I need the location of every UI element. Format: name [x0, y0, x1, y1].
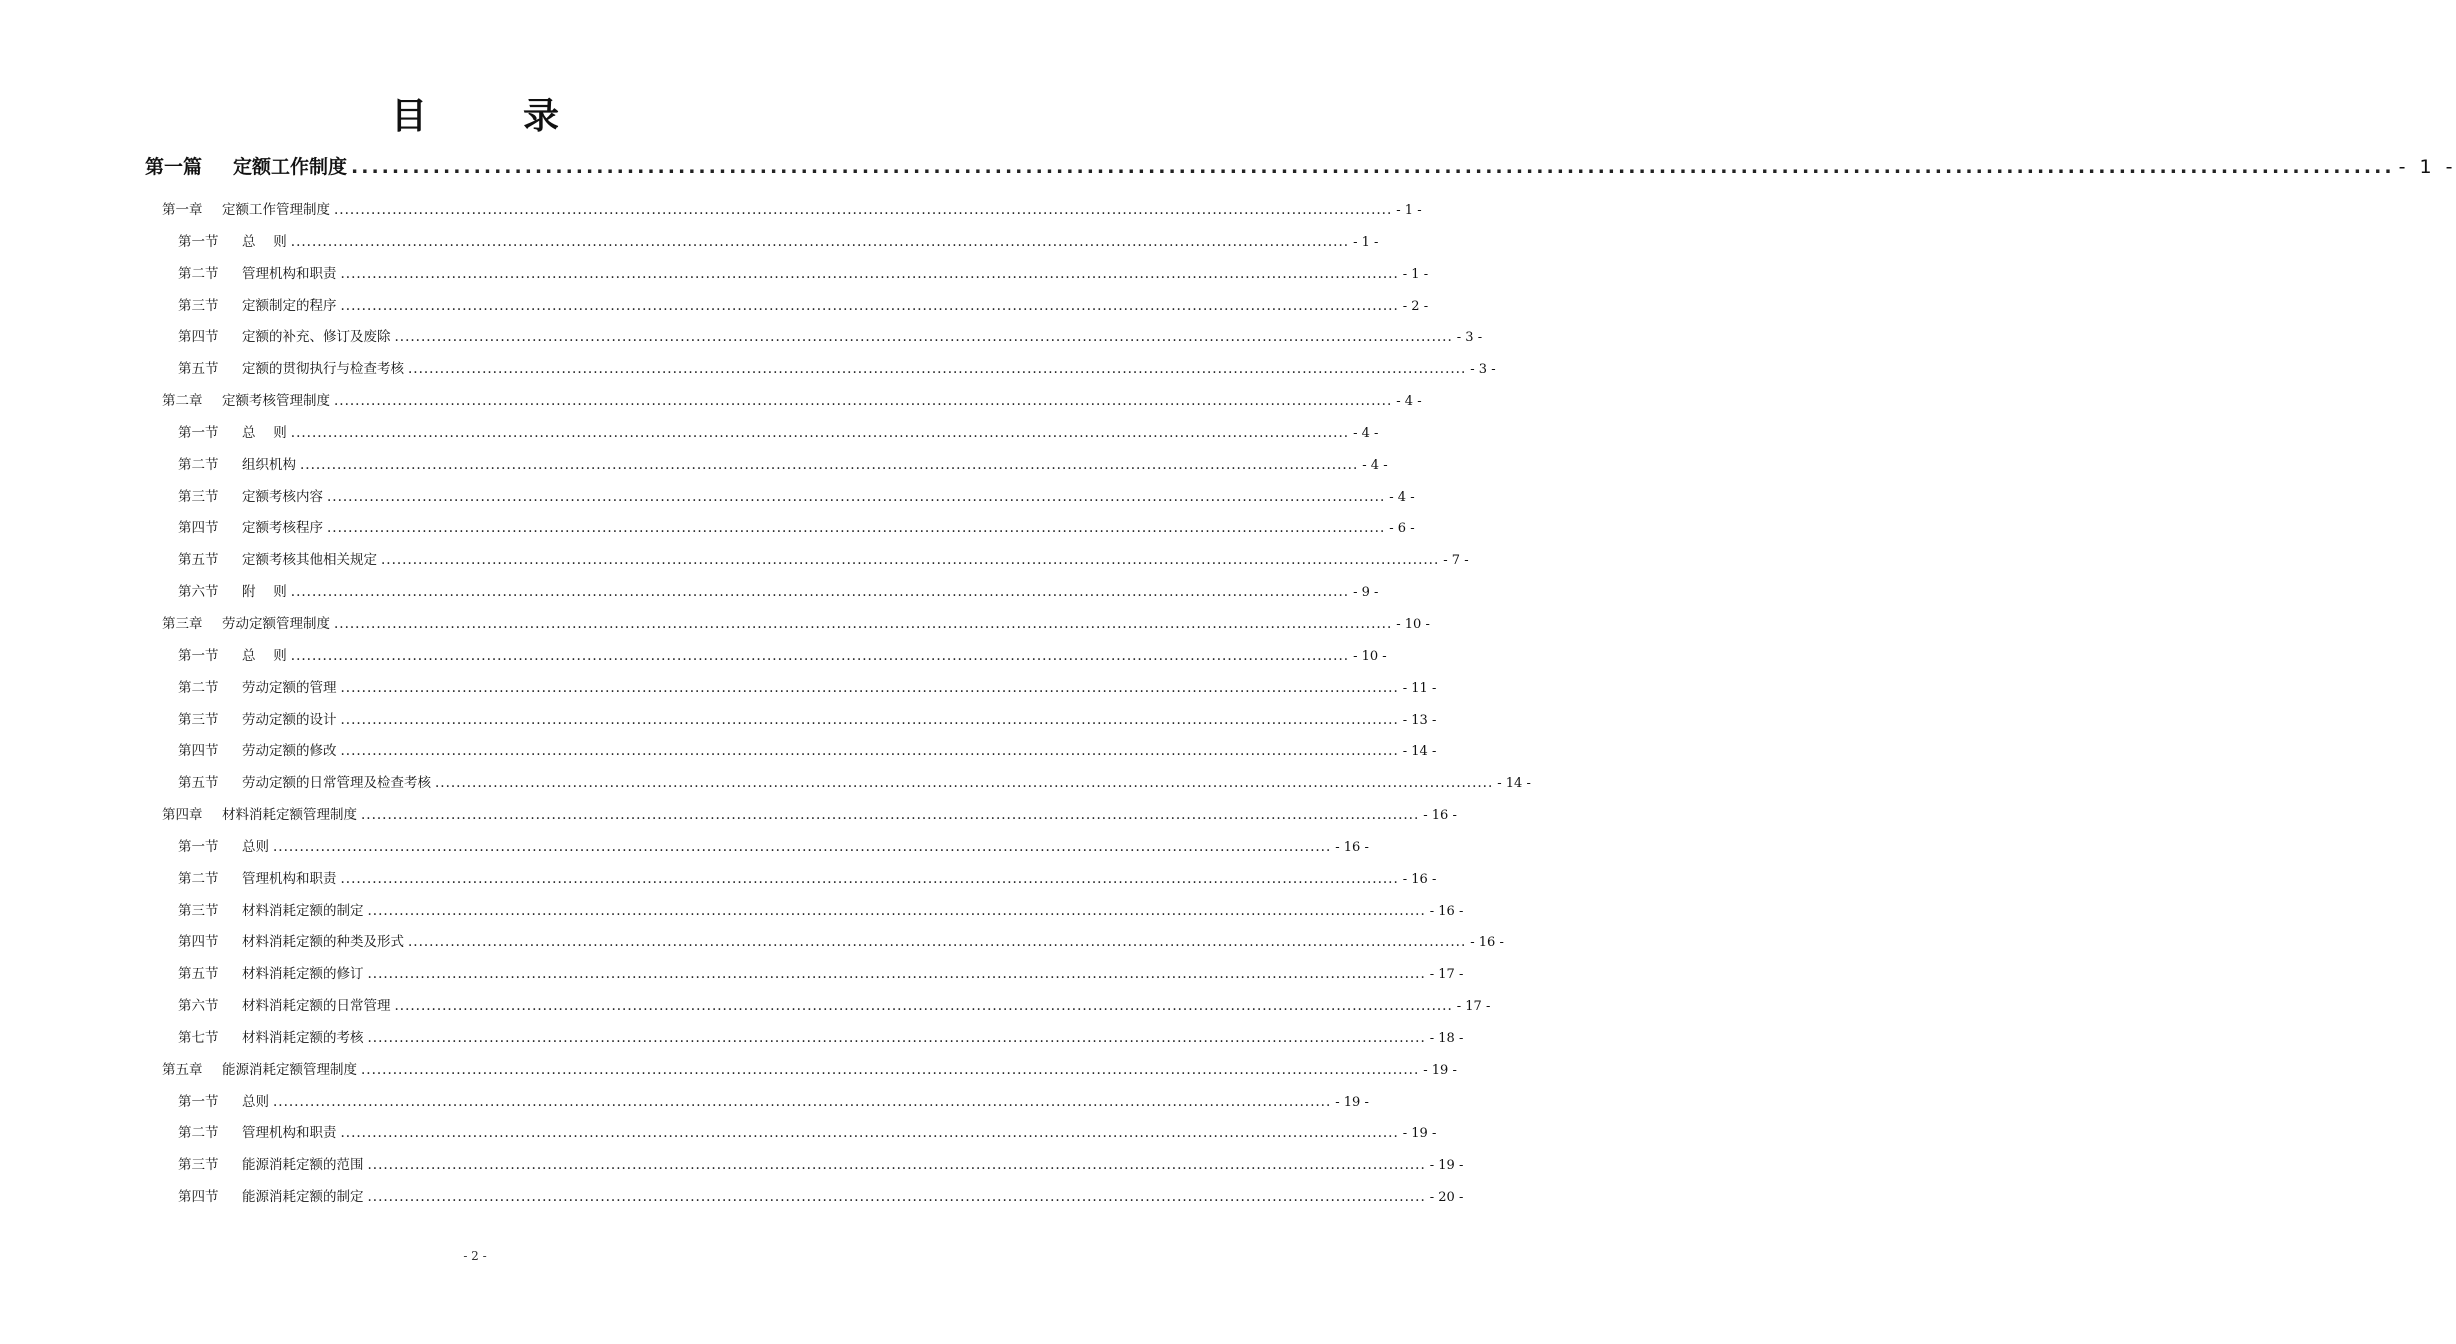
toc-section[interactable] [145, 294, 1429, 326]
toc-leader-dots: ........................................................................................................................................................................................................ [435, 775, 1494, 792]
toc-section[interactable] [145, 548, 1469, 580]
toc-section-number: 第四节 [178, 1189, 219, 1206]
toc-leader-dots: ........................................................................................................................................................................................................ [290, 233, 1350, 250]
toc-page-number: - 11 - [1402, 680, 1437, 696]
toc-section[interactable] [145, 771, 1531, 803]
toc-section-number: 第一节 [178, 838, 219, 855]
toc-section[interactable] [145, 962, 1464, 994]
toc-page-number: - 3 - [1470, 362, 1496, 378]
toc-section-title: 能源消耗定额的制定 [242, 1189, 364, 1206]
toc-chapter-title: 劳动定额管理制度 [222, 615, 330, 632]
toc-leader-dots: ........................................................................................................................................................................................................ [381, 552, 1440, 569]
toc-section-number: 第四节 [178, 743, 219, 760]
toc-section-number: 第二节 [178, 265, 219, 282]
toc-section-number: 第三节 [178, 711, 219, 728]
toc-section[interactable] [145, 676, 1437, 708]
toc-page-number: - 16 - [1402, 871, 1437, 887]
page-title: 目 录 [390, 96, 589, 137]
toc-leader-dots: ........................................................................................................................................................................................................ [340, 1125, 1399, 1142]
toc-leader-dots: ........................................................................................................................................................................................................ [300, 456, 1359, 473]
toc-section-number: 第一节 [178, 233, 219, 250]
toc-section[interactable] [145, 835, 1369, 867]
toc-chapter-number: 第二章 [162, 393, 203, 410]
toc-page-number: - 17 - [1456, 999, 1491, 1015]
toc-section[interactable] [145, 739, 1437, 771]
toc-chapter[interactable] [145, 198, 1422, 230]
toc-section-number: 第三节 [178, 1157, 219, 1174]
toc-leader-dots: ........................................................................................................................................................................................................ [361, 807, 1420, 824]
toc-section[interactable] [145, 644, 1387, 676]
toc-section[interactable] [145, 1185, 1464, 1217]
toc-section-title: 总 则 [242, 647, 287, 664]
toc-leader-dots: ........................................................................................................................................................................................................ [367, 1189, 1426, 1206]
toc-section-title: 劳动定额的修改 [242, 743, 337, 760]
toc-page-number: - 1 - [2398, 156, 2456, 178]
toc-section-number: 第四节 [178, 329, 219, 346]
toc-leader-dots: ........................................................................................................................................................................................................ [340, 743, 1399, 760]
toc-page-number: - 20 - [1429, 1190, 1464, 1206]
toc-section-number: 第七节 [178, 1029, 219, 1046]
toc-section-title: 材料消耗定额的考核 [242, 1029, 364, 1046]
toc-section-number: 第五节 [178, 966, 219, 983]
toc-entries [145, 198, 1531, 1217]
toc-page-number: - 19 - [1402, 1126, 1437, 1142]
toc-section[interactable] [145, 867, 1437, 899]
toc-section[interactable] [145, 325, 1483, 357]
toc-leader-dots: ........................................................................................................................................................................................................ [290, 647, 1350, 664]
toc-section-number: 第一节 [178, 1093, 219, 1110]
toc-section-title: 定额的贯彻执行与检查考核 [242, 361, 404, 378]
page-footer-number: - 2 - [463, 1249, 487, 1263]
toc-section-title: 管理机构和职责 [242, 870, 337, 887]
toc-section-title: 定额制定的程序 [242, 297, 337, 314]
toc-chapter[interactable] [145, 389, 1422, 421]
toc-chapter-title: 能源消耗定额管理制度 [222, 1061, 357, 1078]
toc-page-number: - 13 - [1402, 712, 1437, 728]
toc-section-title: 定额考核内容 [242, 488, 323, 505]
toc-page-number: - 16 - [1335, 839, 1369, 855]
toc-section-number: 第六节 [178, 998, 219, 1015]
toc-chapter[interactable] [145, 1058, 1457, 1090]
toc-chapter-title: 材料消耗定额管理制度 [222, 807, 357, 824]
toc-section-title: 定额考核程序 [242, 520, 323, 537]
toc-leader-dots: ........................................................................................................................................................................................................ [327, 488, 1386, 505]
toc-section[interactable] [145, 994, 1491, 1026]
toc-section-number: 第二节 [178, 870, 219, 887]
toc-leader-dots: ........................................................................................................................................................................................................ [334, 202, 1393, 218]
toc-section-title: 定额考核其他相关规定 [242, 552, 377, 569]
toc-page-number: - 1 - [1402, 266, 1429, 282]
toc-leader-dots: ........................................................................................................................................................................................................ [367, 902, 1426, 919]
toc-section[interactable] [145, 1026, 1464, 1058]
toc-chapter[interactable] [145, 803, 1457, 835]
toc-page-number: - 4 - [1396, 394, 1422, 410]
toc-leader-dots: ........................................................................................................................................................................................................ [327, 520, 1386, 537]
toc-section[interactable] [145, 580, 1379, 612]
toc-page-number: - 18 - [1429, 1030, 1464, 1046]
toc-leader-dots: ........................................................................................................................................................................................................ [273, 1093, 1332, 1110]
toc-page-number: - 16 - [1423, 808, 1457, 824]
toc-section-number: 第一节 [178, 424, 219, 441]
toc-leader-dots: ........................................................................................................................................................................................................ [351, 156, 2395, 178]
toc-section-title: 附 则 [242, 584, 287, 601]
toc-page-number: - 6 - [1389, 521, 1415, 537]
toc-section[interactable] [145, 1121, 1437, 1153]
toc-page-number: - 4 - [1362, 457, 1388, 473]
toc-leader-dots: ........................................................................................................................................................................................................ [334, 393, 1393, 410]
toc-page-number: - 16 - [1470, 935, 1504, 951]
toc-section-title: 材料消耗定额的日常管理 [242, 998, 391, 1015]
toc-leader-dots: ........................................................................................................................................................................................................ [361, 1061, 1420, 1078]
toc-leader-dots: ........................................................................................................................................................................................................ [340, 870, 1399, 887]
toc-section[interactable] [145, 930, 1504, 962]
toc-chapter-number: 第五章 [162, 1061, 203, 1078]
toc-section-title: 总 则 [242, 424, 287, 441]
toc-section-title: 材料消耗定额的种类及形式 [242, 934, 404, 951]
toc-page-number: - 19 - [1429, 1158, 1464, 1174]
toc-section-title: 材料消耗定额的制定 [242, 902, 364, 919]
toc-section-title: 管理机构和职责 [242, 1125, 337, 1142]
toc-section[interactable] [145, 708, 1437, 740]
toc-section[interactable] [145, 516, 1415, 548]
toc-section[interactable] [145, 357, 1496, 389]
toc-leader-dots: ........................................................................................................................................................................................................ [367, 1157, 1426, 1174]
toc-page-number: - 17 - [1429, 967, 1464, 983]
toc-leader-dots: ........................................................................................................................................................................................................ [367, 1029, 1426, 1046]
toc-chapter-title: 定额工作管理制度 [222, 202, 330, 218]
toc-leader-dots: ........................................................................................................................................................................................................ [340, 679, 1399, 696]
toc-leader-dots: ........................................................................................................................................................................................................ [340, 297, 1399, 314]
toc-leader-dots: ........................................................................................................................................................................................................ [408, 934, 1467, 951]
toc-page-number: - 3 - [1456, 330, 1483, 346]
toc-chapter-number: 第三章 [162, 615, 203, 632]
toc-page-number: - 10 - [1396, 616, 1430, 632]
toc-section-title: 总 则 [242, 233, 287, 250]
toc-page-number: - 9 - [1353, 585, 1379, 601]
toc-section-number: 第三节 [178, 902, 219, 919]
toc-page-number: - 10 - [1353, 648, 1387, 664]
toc-section[interactable] [145, 421, 1379, 453]
toc-section-number: 第二节 [178, 679, 219, 696]
toc-leader-dots: ........................................................................................................................................................................................................ [340, 711, 1399, 728]
toc-chapter-title: 定额考核管理制度 [222, 393, 330, 410]
toc-leader-dots: ........................................................................................................................................................................................................ [408, 361, 1467, 378]
toc-part[interactable] [145, 152, 2456, 190]
toc-page-number: - 1 - [1396, 203, 1422, 218]
toc-section-number: 第五节 [178, 775, 219, 792]
toc-section[interactable] [145, 230, 1379, 262]
toc-section-title: 定额的补充、修订及废除 [242, 329, 391, 346]
toc-page-number: - 16 - [1429, 903, 1464, 919]
toc-section-title: 组织机构 [242, 456, 296, 473]
toc-page-number: - 19 - [1335, 1094, 1369, 1110]
toc-leader-dots: ........................................................................................................................................................................................................ [273, 838, 1332, 855]
toc-section[interactable] [145, 453, 1388, 485]
toc-leader-dots: ........................................................................................................................................................................................................ [394, 998, 1453, 1015]
toc-page-number: - 4 - [1389, 489, 1415, 505]
toc-section-title: 能源消耗定额的范围 [242, 1157, 364, 1174]
toc-section-number: 第二节 [178, 456, 219, 473]
toc-section[interactable] [145, 899, 1464, 931]
toc-section[interactable] [145, 485, 1415, 517]
toc-part-number: 第一篇 [145, 156, 203, 178]
toc-section[interactable] [145, 1090, 1369, 1122]
toc-page-number: - 1 - [1353, 234, 1379, 250]
toc-leader-dots: ........................................................................................................................................................................................................ [290, 424, 1350, 441]
toc-section-number: 第四节 [178, 520, 219, 537]
toc-chapter-number: 第一章 [162, 202, 203, 218]
toc-section-title: 劳动定额的设计 [242, 711, 337, 728]
toc-section-number: 第五节 [178, 552, 219, 569]
toc-section-number: 第三节 [178, 297, 219, 314]
toc-page-number: - 14 - [1497, 776, 1531, 792]
toc-section-number: 第五节 [178, 361, 219, 378]
toc-chapter[interactable] [145, 612, 1430, 644]
toc-chapter-number: 第四章 [162, 807, 203, 824]
table-of-contents [145, 152, 2456, 1217]
toc-section[interactable] [145, 262, 1429, 294]
toc-page-number: - 7 - [1443, 553, 1469, 569]
toc-leader-dots: ........................................................................................................................................................................................................ [367, 966, 1426, 983]
toc-section[interactable] [145, 1153, 1464, 1185]
toc-section-title: 劳动定额的日常管理及检查考核 [242, 775, 431, 792]
toc-page-number: - 4 - [1353, 425, 1379, 441]
toc-section-title: 总则 [242, 838, 269, 855]
toc-leader-dots: ........................................................................................................................................................................................................ [340, 265, 1399, 282]
toc-section-number: 第一节 [178, 647, 219, 664]
toc-page-number: - 19 - [1423, 1062, 1457, 1078]
toc-section-number: 第二节 [178, 1125, 219, 1142]
toc-leader-dots: ........................................................................................................................................................................................................ [394, 329, 1453, 346]
toc-section-number: 第三节 [178, 488, 219, 505]
toc-section-title: 劳动定额的管理 [242, 679, 337, 696]
toc-section-number: 第六节 [178, 584, 219, 601]
toc-leader-dots: ........................................................................................................................................................................................................ [290, 584, 1350, 601]
toc-page-number: - 2 - [1402, 298, 1429, 314]
toc-section-title: 管理机构和职责 [242, 265, 337, 282]
toc-section-title: 总则 [242, 1093, 269, 1110]
toc-section-number: 第四节 [178, 934, 219, 951]
toc-page-number: - 14 - [1402, 744, 1437, 760]
toc-leader-dots: ........................................................................................................................................................................................................ [334, 615, 1393, 632]
toc-section-title: 材料消耗定额的修订 [242, 966, 364, 983]
toc-part-title: 定额工作制度 [233, 156, 348, 178]
